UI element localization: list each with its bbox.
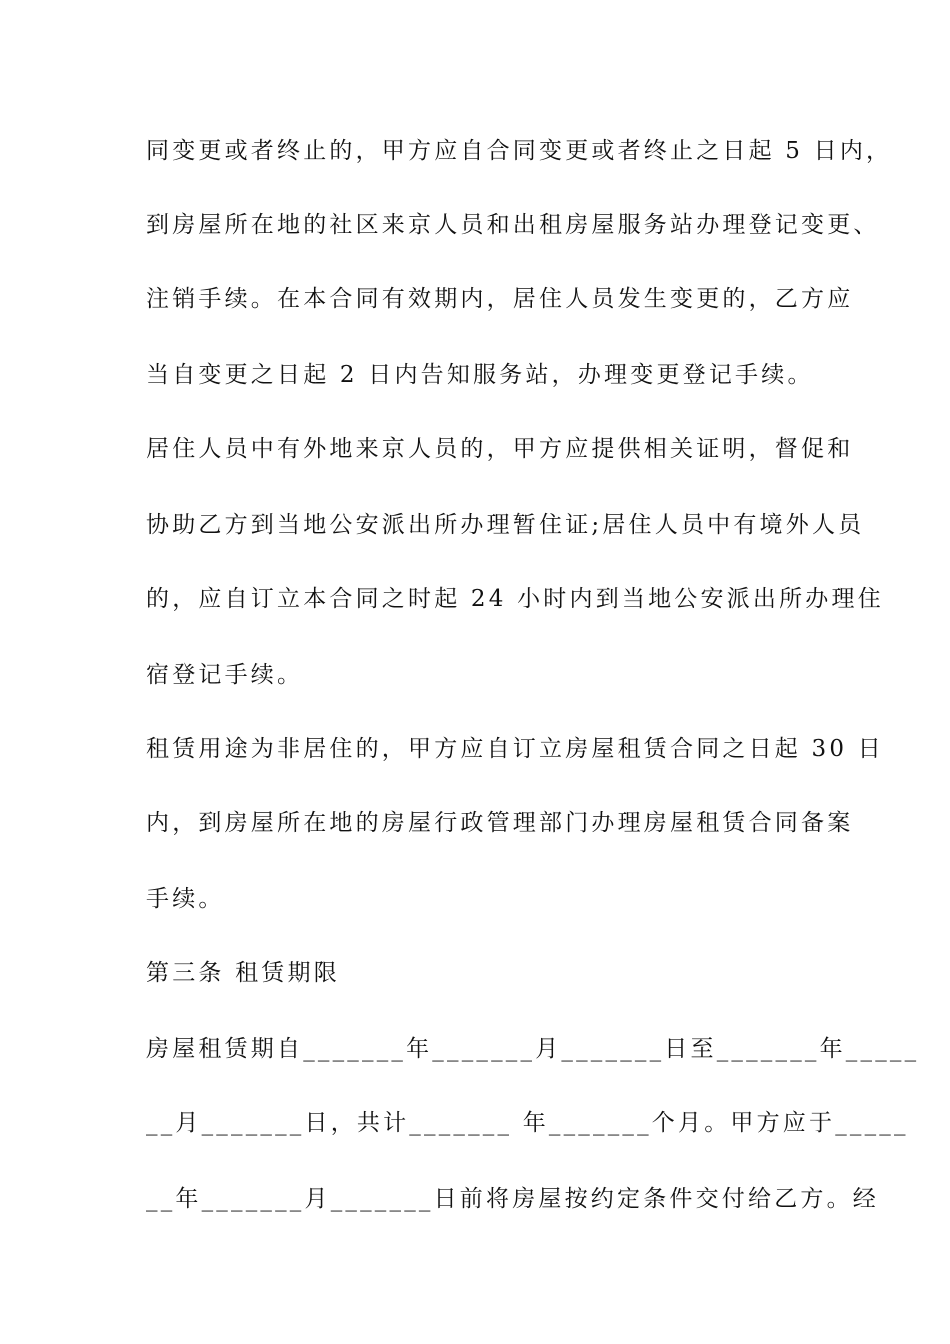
- paragraph-line: 协助乙方到当地公安派出所办理暂住证;居住人员中有境外人员: [146, 512, 865, 538]
- paragraph-line: 同变更或者终止的，甲方应自合同变更或者终止之日起 5 日内，: [146, 138, 893, 164]
- paragraph-line: 注销手续。在本合同有效期内，居住人员发生变更的，乙方应: [146, 286, 854, 312]
- section-heading: 第三条 租赁期限: [146, 960, 340, 986]
- paragraph-line: 宿登记手续。: [146, 662, 304, 688]
- paragraph-line: 租赁用途为非居住的，甲方应自订立房屋租赁合同之日起 30 日: [146, 736, 884, 762]
- paragraph-line: __月_______日，共计_______ 年_______个月。甲方应于_____: [146, 1110, 909, 1136]
- paragraph-line: 手续。: [146, 886, 225, 912]
- paragraph-line: 当自变更之日起 2 日内告知服务站，办理变更登记手续。: [146, 362, 814, 388]
- paragraph-line: __年_______月_______日前将房屋按约定条件交付给乙方。经: [146, 1186, 879, 1212]
- paragraph-line: 到房屋所在地的社区来京人员和出租房屋服务站办理登记变更、: [146, 212, 880, 238]
- paragraph-line: 居住人员中有外地来京人员的，甲方应提供相关证明，督促和: [146, 436, 854, 462]
- paragraph-line: 内，到房屋所在地的房屋行政管理部门办理房屋租赁合同备案: [146, 810, 854, 836]
- paragraph-line: 的，应自订立本合同之时起 24 小时内到当地公安派出所办理住: [146, 586, 884, 612]
- paragraph-line: 房屋租赁期自_______年_______月_______日至_______年_____: [146, 1036, 920, 1062]
